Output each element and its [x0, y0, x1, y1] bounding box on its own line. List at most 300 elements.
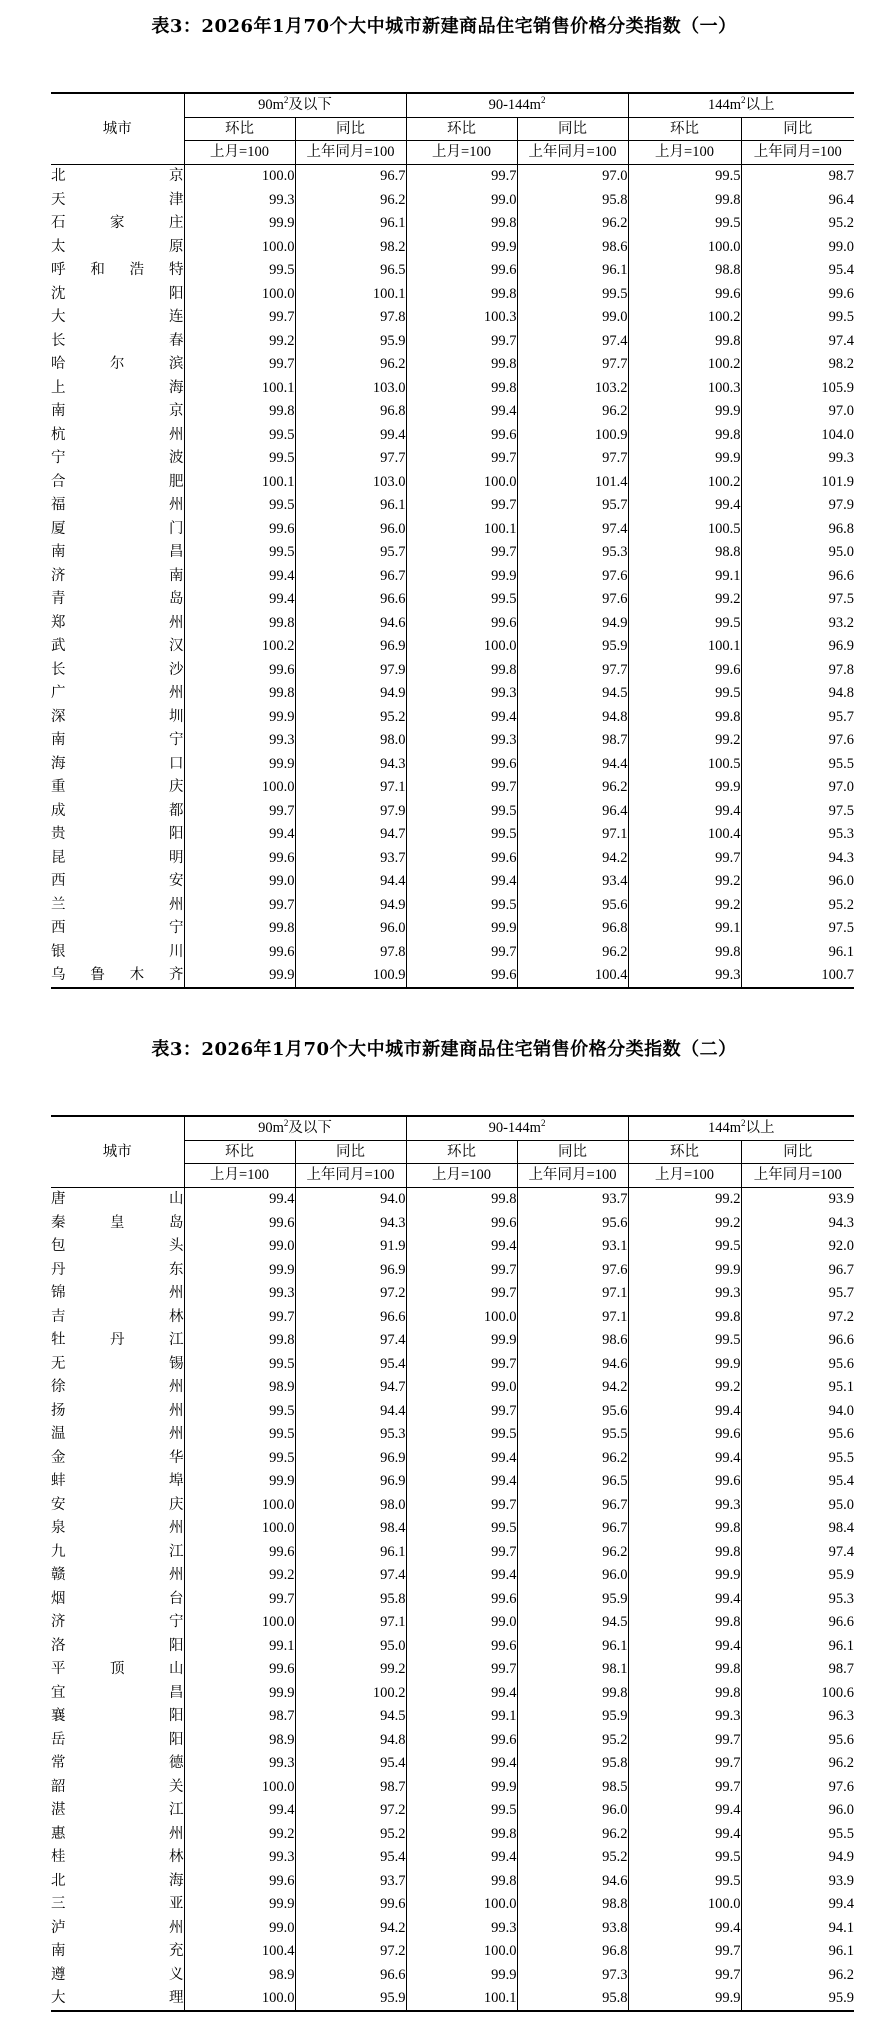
- mom-90-144-cell: 99.9: [406, 564, 517, 588]
- yoy-90-144-cell: 96.1: [517, 1634, 628, 1658]
- yoy-144-above-cell: 95.4: [741, 1470, 854, 1494]
- mom-90-144-cell: 99.9: [406, 917, 517, 941]
- yoy-90-144-cell: 97.3: [517, 1963, 628, 1987]
- yoy-90-144-cell: 96.2: [517, 940, 628, 964]
- mom-90-below-cell: 99.8: [184, 682, 295, 706]
- mom-90-144-cell: 99.5: [406, 799, 517, 823]
- city-cell: 太 原: [51, 238, 184, 255]
- yoy-90-144-cell: 95.3: [517, 541, 628, 565]
- mom-144-above-cell: 99.8: [628, 188, 741, 212]
- mom-header: 环比: [406, 117, 517, 141]
- table-row: [51, 870, 854, 894]
- mom-90-below-cell: 100.0: [184, 282, 295, 306]
- city-cell: 银 川: [51, 943, 184, 960]
- mom-90-144-cell: 99.4: [406, 870, 517, 894]
- mom-90-below-cell: 99.3: [184, 1282, 295, 1306]
- city-cell: 大 理: [51, 1987, 184, 2012]
- mom-90-below-cell: 99.4: [184, 564, 295, 588]
- mom-90-144-cell: 99.4: [406, 1446, 517, 1470]
- city-cell: 唐 山: [51, 1191, 184, 1208]
- yoy-144-above-cell: 94.9: [741, 1846, 854, 1870]
- yoy-90-144-cell: 98.5: [517, 1775, 628, 1799]
- mom-90-below-cell: 99.8: [184, 400, 295, 424]
- table-row: [51, 1728, 854, 1752]
- mom-90-144-cell: 99.7: [406, 1493, 517, 1517]
- city-cell: 青 岛: [51, 591, 184, 608]
- table-row: [51, 376, 854, 400]
- table-title-2: 表3：2026年1月70个大中城市新建商品住宅销售价格分类指数（二）: [151, 1039, 737, 1060]
- yoy-144-above-cell: 96.2: [741, 1752, 854, 1776]
- city-cell: 昆 明: [51, 849, 184, 866]
- city-cell: 长 春: [51, 332, 184, 349]
- table-row: [51, 1305, 854, 1329]
- table-row: [51, 188, 854, 212]
- mom-90-below-cell: 98.9: [184, 1376, 295, 1400]
- table-row: [51, 400, 854, 424]
- yoy-144-above-cell: 96.1: [741, 940, 854, 964]
- yoy-90-144-cell: 95.9: [517, 635, 628, 659]
- mom-144-above-cell: 99.8: [628, 423, 741, 447]
- yoy-90-below-cell: 103.0: [295, 470, 406, 494]
- mom-144-above-cell: 99.7: [628, 1940, 741, 1964]
- yoy-144-above-cell: 98.4: [741, 1517, 854, 1541]
- mom-90-144-cell: 99.5: [406, 588, 517, 612]
- mom-90-below-cell: 99.7: [184, 893, 295, 917]
- yoy-90-144-cell: 94.6: [517, 1352, 628, 1376]
- yoy-90-144-cell: 95.6: [517, 1399, 628, 1423]
- yoy-90-below-cell: 94.5: [295, 1705, 406, 1729]
- mom-90-below-cell: 100.0: [184, 776, 295, 800]
- yoy-144-above-cell: 94.0: [741, 1399, 854, 1423]
- mom-90-below-cell: 99.6: [184, 517, 295, 541]
- yoy-90-below-cell: 96.1: [295, 494, 406, 518]
- mom-144-above-cell: 99.9: [628, 1987, 741, 2012]
- yoy-144-above-cell: 95.2: [741, 893, 854, 917]
- group-header-90-144: $90-144m^2$: [406, 93, 628, 117]
- yoy-144-above-cell: 97.0: [741, 400, 854, 424]
- yoy-144-above-cell: 95.7: [741, 705, 854, 729]
- table-row: [51, 1470, 854, 1494]
- table-row: [51, 1587, 854, 1611]
- mom-144-above-cell: 99.8: [628, 1517, 741, 1541]
- yoy-90-144-cell: 94.6: [517, 1869, 628, 1893]
- yoy-144-above-cell: 96.3: [741, 1705, 854, 1729]
- yoy-144-above-cell: 104.0: [741, 423, 854, 447]
- city-cell: 南 充: [51, 1943, 184, 1960]
- yoy-144-above-cell: 96.4: [741, 188, 854, 212]
- yoy-90-below-cell: 95.2: [295, 1822, 406, 1846]
- city-cell: 扬 州: [51, 1402, 184, 1419]
- mom-90-144-cell: 100.1: [406, 1987, 517, 2012]
- yoy-144-above-cell: 96.2: [741, 1963, 854, 1987]
- yoy-90-144-cell: 95.9: [517, 1705, 628, 1729]
- mom-144-above-cell: 99.9: [628, 1352, 741, 1376]
- yoy-90-144-cell: 96.4: [517, 799, 628, 823]
- yoy-90-below-cell: 99.2: [295, 1658, 406, 1682]
- yoy-144-above-cell: 92.0: [741, 1235, 854, 1259]
- mom-90-144-cell: 99.5: [406, 1799, 517, 1823]
- yoy-header: 同比: [741, 117, 854, 141]
- yoy-144-above-cell: 96.1: [741, 1634, 854, 1658]
- yoy-90-144-cell: 97.1: [517, 823, 628, 847]
- city-cell: 济 宁: [51, 1614, 184, 1631]
- city-cell: 石 家 庄: [51, 215, 184, 232]
- mom-144-above-cell: 99.5: [628, 682, 741, 706]
- yoy-90-below-cell: 97.1: [295, 776, 406, 800]
- yoy-90-144-cell: 95.8: [517, 1987, 628, 2012]
- yoy-90-below-cell: 95.4: [295, 1846, 406, 1870]
- mom-144-above-cell: 99.9: [628, 447, 741, 471]
- yoy-90-144-cell: 103.2: [517, 376, 628, 400]
- yoy-90-below-cell: 95.4: [295, 1752, 406, 1776]
- yoy-144-above-cell: 95.5: [741, 1446, 854, 1470]
- mom-90-below-cell: 99.4: [184, 588, 295, 612]
- yoy-90-below-cell: 96.1: [295, 212, 406, 236]
- mom-90-144-cell: 99.7: [406, 329, 517, 353]
- yoy-144-above-cell: 95.6: [741, 1352, 854, 1376]
- yoy-144-above-cell: 95.5: [741, 1822, 854, 1846]
- yoy-90-below-cell: 97.4: [295, 1329, 406, 1353]
- yoy-90-below-cell: 95.0: [295, 1634, 406, 1658]
- yoy-header: 同比: [517, 117, 628, 141]
- city-cell: 洛 阳: [51, 1637, 184, 1654]
- city-cell: 成 都: [51, 802, 184, 819]
- yoy-144-above-cell: 97.0: [741, 776, 854, 800]
- mom-90-144-cell: 100.0: [406, 1305, 517, 1329]
- mom-144-above-cell: 99.8: [628, 1611, 741, 1635]
- city-cell: 合 肥: [51, 473, 184, 490]
- mom-90-below-cell: 99.6: [184, 1658, 295, 1682]
- mom-90-144-cell: 99.6: [406, 964, 517, 989]
- yoy-90-144-cell: 96.8: [517, 1940, 628, 1964]
- mom-90-below-cell: 100.0: [184, 1611, 295, 1635]
- yoy-90-below-cell: 94.8: [295, 1728, 406, 1752]
- mom-144-above-cell: 99.7: [628, 1775, 741, 1799]
- table-row: [51, 1446, 854, 1470]
- mom-90-144-cell: 99.7: [406, 541, 517, 565]
- yoy-90-144-cell: 95.2: [517, 1728, 628, 1752]
- mom-90-below-cell: 98.9: [184, 1963, 295, 1987]
- mom-90-144-cell: 99.3: [406, 729, 517, 753]
- city-cell: 北 海: [51, 1872, 184, 1889]
- mom-90-below-cell: 100.1: [184, 470, 295, 494]
- mom-90-below-cell: 100.0: [184, 1493, 295, 1517]
- yoy-90-144-cell: 94.4: [517, 752, 628, 776]
- mom-144-above-cell: 99.8: [628, 1681, 741, 1705]
- mom-144-above-cell: 99.2: [628, 729, 741, 753]
- yoy-90-144-cell: 97.6: [517, 564, 628, 588]
- yoy-90-144-cell: 93.4: [517, 870, 628, 894]
- yoy-144-above-cell: 96.9: [741, 635, 854, 659]
- table-row: [51, 541, 854, 565]
- table-row: [51, 1517, 854, 1541]
- yoy-90-below-cell: 97.2: [295, 1940, 406, 1964]
- mom-90-144-cell: 99.7: [406, 1399, 517, 1423]
- yoy-90-144-cell: 94.9: [517, 611, 628, 635]
- city-cell: 福 州: [51, 497, 184, 514]
- mom-90-below-cell: 99.6: [184, 846, 295, 870]
- yoy-90-144-cell: 94.5: [517, 1611, 628, 1635]
- mom-144-above-cell: 99.5: [628, 212, 741, 236]
- table-row: [51, 259, 854, 283]
- table-row: [51, 917, 854, 941]
- city-cell: 大 连: [51, 309, 184, 326]
- mom-144-above-cell: 99.9: [628, 400, 741, 424]
- mom-90-144-cell: 99.1: [406, 1705, 517, 1729]
- yoy-144-above-cell: 95.7: [741, 1282, 854, 1306]
- table-row: [51, 1752, 854, 1776]
- yoy-90-below-cell: 95.7: [295, 541, 406, 565]
- yoy-90-144-cell: 96.2: [517, 1822, 628, 1846]
- yoy-90-144-cell: 98.7: [517, 729, 628, 753]
- mom-144-above-cell: 99.9: [628, 1258, 741, 1282]
- yoy-144-above-cell: 97.9: [741, 494, 854, 518]
- mom-90-below-cell: 99.6: [184, 1211, 295, 1235]
- mom-90-144-cell: 99.4: [406, 1564, 517, 1588]
- yoy-144-above-cell: 94.1: [741, 1916, 854, 1940]
- table-row: [51, 635, 854, 659]
- mom-90-below-cell: 99.5: [184, 423, 295, 447]
- table-row: [51, 752, 854, 776]
- yoy-90-144-cell: 96.7: [517, 1493, 628, 1517]
- mom-144-above-cell: 100.5: [628, 517, 741, 541]
- yoy-90-below-cell: 94.3: [295, 752, 406, 776]
- city-cell: 包 头: [51, 1238, 184, 1255]
- yoy-90-below-cell: 96.7: [295, 564, 406, 588]
- mom-144-above-cell: 99.8: [628, 705, 741, 729]
- yoy-90-below-cell: 99.6: [295, 1893, 406, 1917]
- yoy-90-144-cell: 95.8: [517, 188, 628, 212]
- yoy-base-header: 上年同月=100: [295, 141, 406, 165]
- table-row: [51, 682, 854, 706]
- mom-144-above-cell: 100.2: [628, 353, 741, 377]
- mom-90-144-cell: 100.0: [406, 1893, 517, 1917]
- mom-90-144-cell: 99.9: [406, 1963, 517, 1987]
- city-cell: 无 锡: [51, 1355, 184, 1372]
- yoy-90-below-cell: 97.2: [295, 1282, 406, 1306]
- table-row: [51, 235, 854, 259]
- mom-144-above-cell: 99.8: [628, 940, 741, 964]
- mom-90-below-cell: 99.0: [184, 1235, 295, 1259]
- mom-90-144-cell: 99.6: [406, 259, 517, 283]
- yoy-90-below-cell: 96.8: [295, 400, 406, 424]
- city-cell: 平 顶 山: [51, 1661, 184, 1678]
- yoy-144-above-cell: 95.4: [741, 259, 854, 283]
- yoy-base-header: 上年同月=100: [517, 1164, 628, 1188]
- table-row: [51, 564, 854, 588]
- mom-90-below-cell: 100.0: [184, 164, 295, 188]
- table-row: [51, 329, 854, 353]
- table-row: [51, 940, 854, 964]
- table-row: [51, 1846, 854, 1870]
- yoy-90-144-cell: 93.8: [517, 1916, 628, 1940]
- mom-144-above-cell: 99.4: [628, 494, 741, 518]
- yoy-144-above-cell: 94.3: [741, 1211, 854, 1235]
- city-cell: 西 宁: [51, 920, 184, 937]
- yoy-90-below-cell: 96.2: [295, 188, 406, 212]
- yoy-90-144-cell: 97.1: [517, 1305, 628, 1329]
- mom-90-below-cell: 99.4: [184, 823, 295, 847]
- city-cell: 牡 丹 江: [51, 1332, 184, 1349]
- yoy-90-below-cell: 95.2: [295, 705, 406, 729]
- mom-90-below-cell: 99.0: [184, 870, 295, 894]
- yoy-90-below-cell: 98.0: [295, 1493, 406, 1517]
- mom-90-144-cell: 99.8: [406, 212, 517, 236]
- yoy-144-above-cell: 97.8: [741, 658, 854, 682]
- table-row: [51, 588, 854, 612]
- yoy-base-header: 上年同月=100: [741, 1164, 854, 1188]
- city-cell: 呼和浩特: [51, 262, 184, 279]
- yoy-90-below-cell: 97.8: [295, 306, 406, 330]
- yoy-144-above-cell: 95.3: [741, 823, 854, 847]
- table-row: [51, 353, 854, 377]
- table-row: [51, 776, 854, 800]
- yoy-90-144-cell: 100.9: [517, 423, 628, 447]
- yoy-90-below-cell: 96.9: [295, 1446, 406, 1470]
- city-header: 城市: [51, 1116, 184, 1187]
- city-cell: 三 亚: [51, 1896, 184, 1913]
- yoy-90-below-cell: 97.2: [295, 1799, 406, 1823]
- yoy-base-header: 上年同月=100: [741, 141, 854, 165]
- table-row: [51, 1963, 854, 1987]
- yoy-144-above-cell: 96.6: [741, 1611, 854, 1635]
- mom-144-above-cell: 100.2: [628, 470, 741, 494]
- yoy-144-above-cell: 96.7: [741, 1258, 854, 1282]
- yoy-144-above-cell: 99.3: [741, 447, 854, 471]
- city-cell: 宁 波: [51, 450, 184, 467]
- yoy-90-144-cell: 96.2: [517, 400, 628, 424]
- yoy-144-above-cell: 97.2: [741, 1305, 854, 1329]
- mom-90-below-cell: 99.4: [184, 1187, 295, 1211]
- yoy-90-below-cell: 97.1: [295, 1611, 406, 1635]
- city-cell: 遵 义: [51, 1966, 184, 1983]
- mom-144-above-cell: 100.0: [628, 235, 741, 259]
- yoy-90-144-cell: 95.8: [517, 1752, 628, 1776]
- mom-90-below-cell: 99.3: [184, 188, 295, 212]
- city-cell: 韶 关: [51, 1778, 184, 1795]
- mom-90-144-cell: 99.6: [406, 1587, 517, 1611]
- mom-144-above-cell: 98.8: [628, 259, 741, 283]
- mom-90-below-cell: 99.9: [184, 212, 295, 236]
- mom-90-144-cell: 99.9: [406, 235, 517, 259]
- mom-base-header: 上月=100: [406, 141, 517, 165]
- yoy-90-below-cell: 95.9: [295, 1987, 406, 2012]
- mom-144-above-cell: 99.5: [628, 164, 741, 188]
- mom-90-below-cell: 99.3: [184, 1752, 295, 1776]
- table-row: [51, 1775, 854, 1799]
- table-row: [51, 1258, 854, 1282]
- yoy-144-above-cell: 97.6: [741, 1775, 854, 1799]
- yoy-144-above-cell: 99.5: [741, 306, 854, 330]
- mom-header: 环比: [628, 117, 741, 141]
- mom-144-above-cell: 100.4: [628, 823, 741, 847]
- price-index-table-1: [51, 92, 854, 989]
- city-cell: 惠 州: [51, 1825, 184, 1842]
- mom-90-below-cell: 99.8: [184, 1329, 295, 1353]
- city-cell: 泸 州: [51, 1919, 184, 1936]
- table-row: [51, 611, 854, 635]
- yoy-90-below-cell: 95.3: [295, 1423, 406, 1447]
- yoy-144-above-cell: 96.0: [741, 870, 854, 894]
- city-cell: 金 华: [51, 1449, 184, 1466]
- mom-90-below-cell: 99.3: [184, 1846, 295, 1870]
- yoy-90-144-cell: 97.4: [517, 329, 628, 353]
- mom-90-144-cell: 99.7: [406, 1282, 517, 1306]
- mom-90-below-cell: 99.0: [184, 1916, 295, 1940]
- mom-90-below-cell: 99.9: [184, 1681, 295, 1705]
- mom-90-144-cell: 99.7: [406, 447, 517, 471]
- mom-144-above-cell: 99.8: [628, 1658, 741, 1682]
- city-cell: 泉 州: [51, 1520, 184, 1537]
- mom-90-below-cell: 99.9: [184, 705, 295, 729]
- yoy-90-below-cell: 94.6: [295, 611, 406, 635]
- yoy-90-144-cell: 97.4: [517, 517, 628, 541]
- table-row: [51, 423, 854, 447]
- city-cell: 襄 阳: [51, 1708, 184, 1725]
- yoy-90-144-cell: 94.2: [517, 846, 628, 870]
- mom-144-above-cell: 99.3: [628, 964, 741, 989]
- mom-90-144-cell: 99.7: [406, 164, 517, 188]
- yoy-144-above-cell: 97.6: [741, 729, 854, 753]
- yoy-90-below-cell: 96.5: [295, 259, 406, 283]
- mom-90-below-cell: 99.6: [184, 1540, 295, 1564]
- yoy-144-above-cell: 95.2: [741, 212, 854, 236]
- yoy-90-below-cell: 96.9: [295, 1258, 406, 1282]
- mom-90-below-cell: 99.2: [184, 1564, 295, 1588]
- mom-144-above-cell: 99.6: [628, 1423, 741, 1447]
- mom-90-below-cell: 99.5: [184, 1399, 295, 1423]
- yoy-90-144-cell: 97.7: [517, 353, 628, 377]
- mom-144-above-cell: 99.1: [628, 917, 741, 941]
- mom-90-144-cell: 99.7: [406, 940, 517, 964]
- mom-144-above-cell: 99.4: [628, 1916, 741, 1940]
- mom-90-144-cell: 99.5: [406, 823, 517, 847]
- mom-144-above-cell: 100.0: [628, 1893, 741, 1917]
- table-row: [51, 1634, 854, 1658]
- table-row: [51, 517, 854, 541]
- mom-90-below-cell: 99.9: [184, 1258, 295, 1282]
- yoy-144-above-cell: 96.1: [741, 1940, 854, 1964]
- yoy-90-below-cell: 94.4: [295, 870, 406, 894]
- yoy-144-above-cell: 101.9: [741, 470, 854, 494]
- table-row: [51, 1211, 854, 1235]
- yoy-144-above-cell: 96.0: [741, 1799, 854, 1823]
- table-row: [51, 1916, 854, 1940]
- table-row: [51, 964, 854, 989]
- city-cell: 九 江: [51, 1543, 184, 1560]
- price-index-table-2: [51, 1115, 854, 2012]
- table-row: [51, 893, 854, 917]
- mom-144-above-cell: 99.3: [628, 1705, 741, 1729]
- yoy-90-below-cell: 98.7: [295, 1775, 406, 1799]
- mom-144-above-cell: 98.8: [628, 541, 741, 565]
- mom-90-144-cell: 99.9: [406, 1329, 517, 1353]
- yoy-90-144-cell: 95.6: [517, 1211, 628, 1235]
- mom-144-above-cell: 99.2: [628, 870, 741, 894]
- yoy-144-above-cell: 99.6: [741, 282, 854, 306]
- yoy-90-below-cell: 95.4: [295, 1352, 406, 1376]
- mom-90-144-cell: 99.7: [406, 1258, 517, 1282]
- yoy-90-below-cell: 93.7: [295, 1869, 406, 1893]
- mom-header: 环比: [184, 1140, 295, 1164]
- yoy-90-below-cell: 99.4: [295, 423, 406, 447]
- yoy-90-below-cell: 96.9: [295, 1470, 406, 1494]
- yoy-144-above-cell: 97.4: [741, 1540, 854, 1564]
- mom-90-144-cell: 99.4: [406, 1752, 517, 1776]
- mom-90-below-cell: 99.9: [184, 964, 295, 989]
- mom-90-below-cell: 99.6: [184, 1869, 295, 1893]
- yoy-90-below-cell: 98.2: [295, 235, 406, 259]
